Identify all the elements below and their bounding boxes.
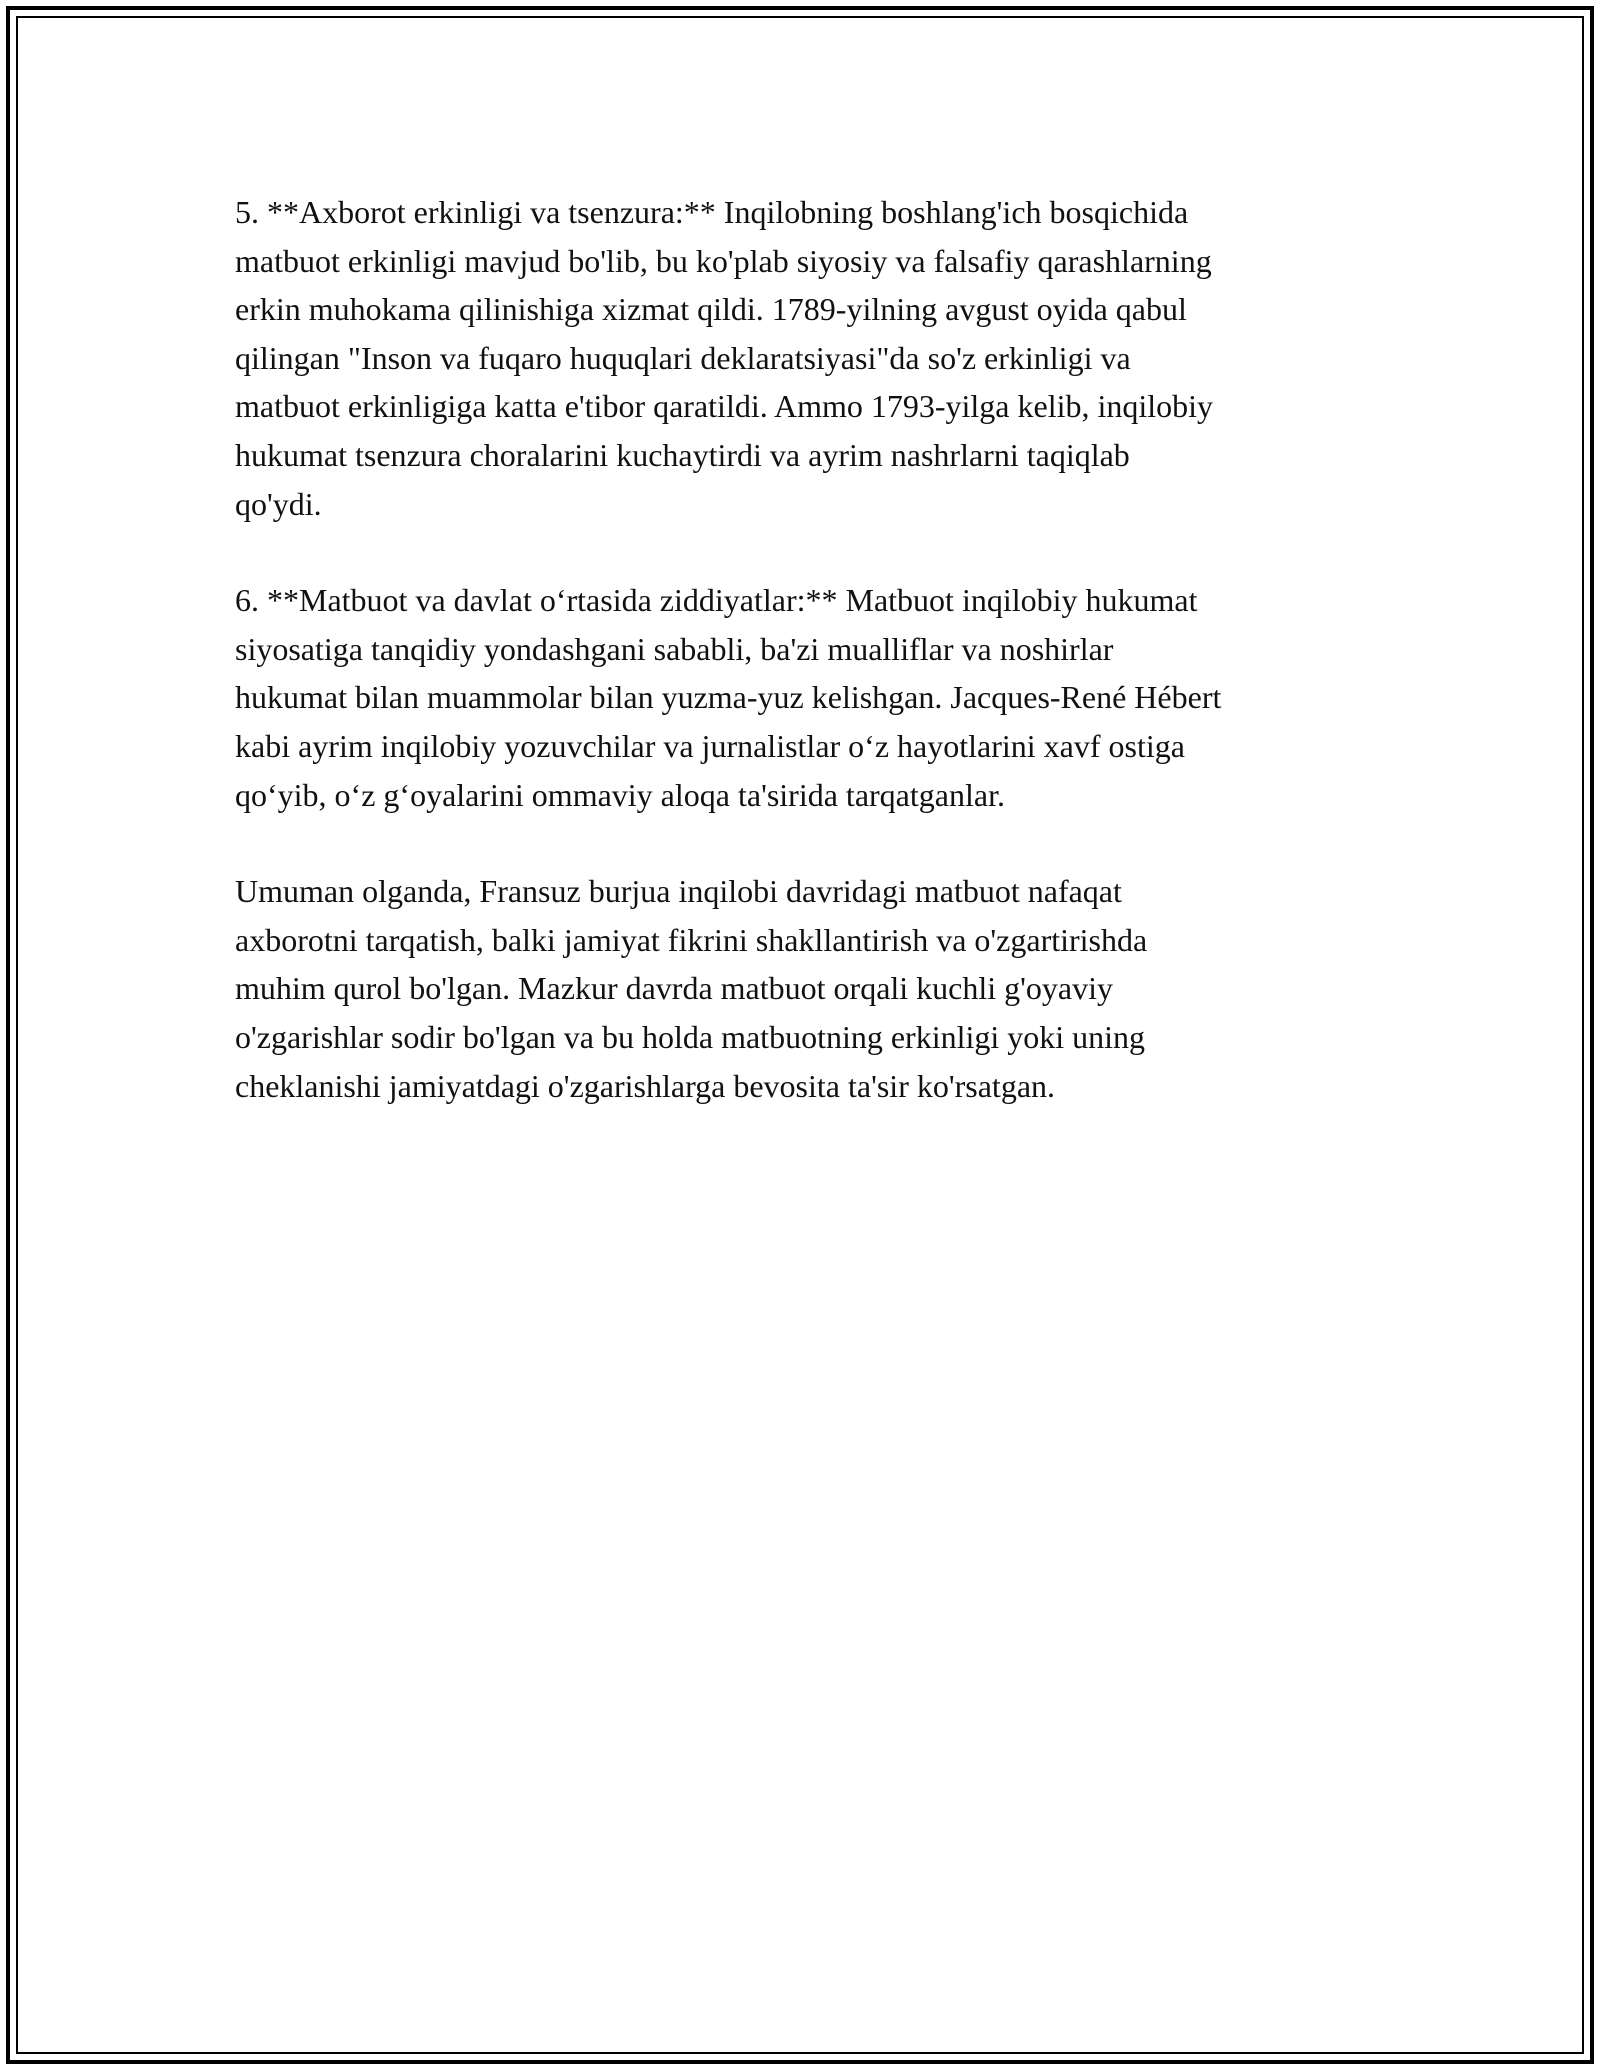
paragraph-conclusion: Umuman olganda, Fransuz burjua inqilobi davridagi matbuot nafaqat axborotni tarqatish, balki jamiyat fikrini shakllantirish va o'zgartirishda muhim qurol bo'lgan. Mazkur davrda matbuot orqali kuchli g'oyaviy o'zgarishlar sodir bo'lgan va bu holda matbuotning erkinligi yoki uning cheklanishi jamiyatdagi o'zgarishlarga bevosita ta'sir ko'rsatgan. [235,873,1148,1104]
document-body [235,188,1375,1158]
paragraph-matbuot-va-davlat: 6. **Matbuot va davlat oʻrtasida ziddiyatlar:** Matbuot inqilobiy hukumat siyosatiga tanqidiy yondashgani sababli, ba'zi mualliflar va noshirlar hukumat bilan muammolar bilan yuzma-yuz kelishgan. Jacques-René Hébert kabi ayrim inqilobiy yozuvchilar va jurnalistlar oʻz hayotlarini xavf ostiga qoʻyib, oʻz gʻoyalarini ommaviy aloqa ta'sirida tarqatganlar. [235,582,1222,813]
paragraph-axborot-erkinligi: 5. **Axborot erkinligi va tsenzura:** Inqilobning boshlang'ich bosqichida matbuot erkinligi mavjud bo'lib, bu ko'plab siyosiy va falsafiy qarashlarning erkin muhokama qilinishiga xizmat qildi. 1789-yilning avgust oyida qabul qilingan "Inson va fuqaro huquqlari deklaratsiyasi"da so'z erkinligi va matbuot erkinligiga katta e'tibor qaratildi. Ammo 1793-yilga kelib, inqilobiy hukumat tsenzura choralarini kuchaytirdi va ayrim nashrlarni taqiqlab qo'ydi. [235,194,1214,522]
